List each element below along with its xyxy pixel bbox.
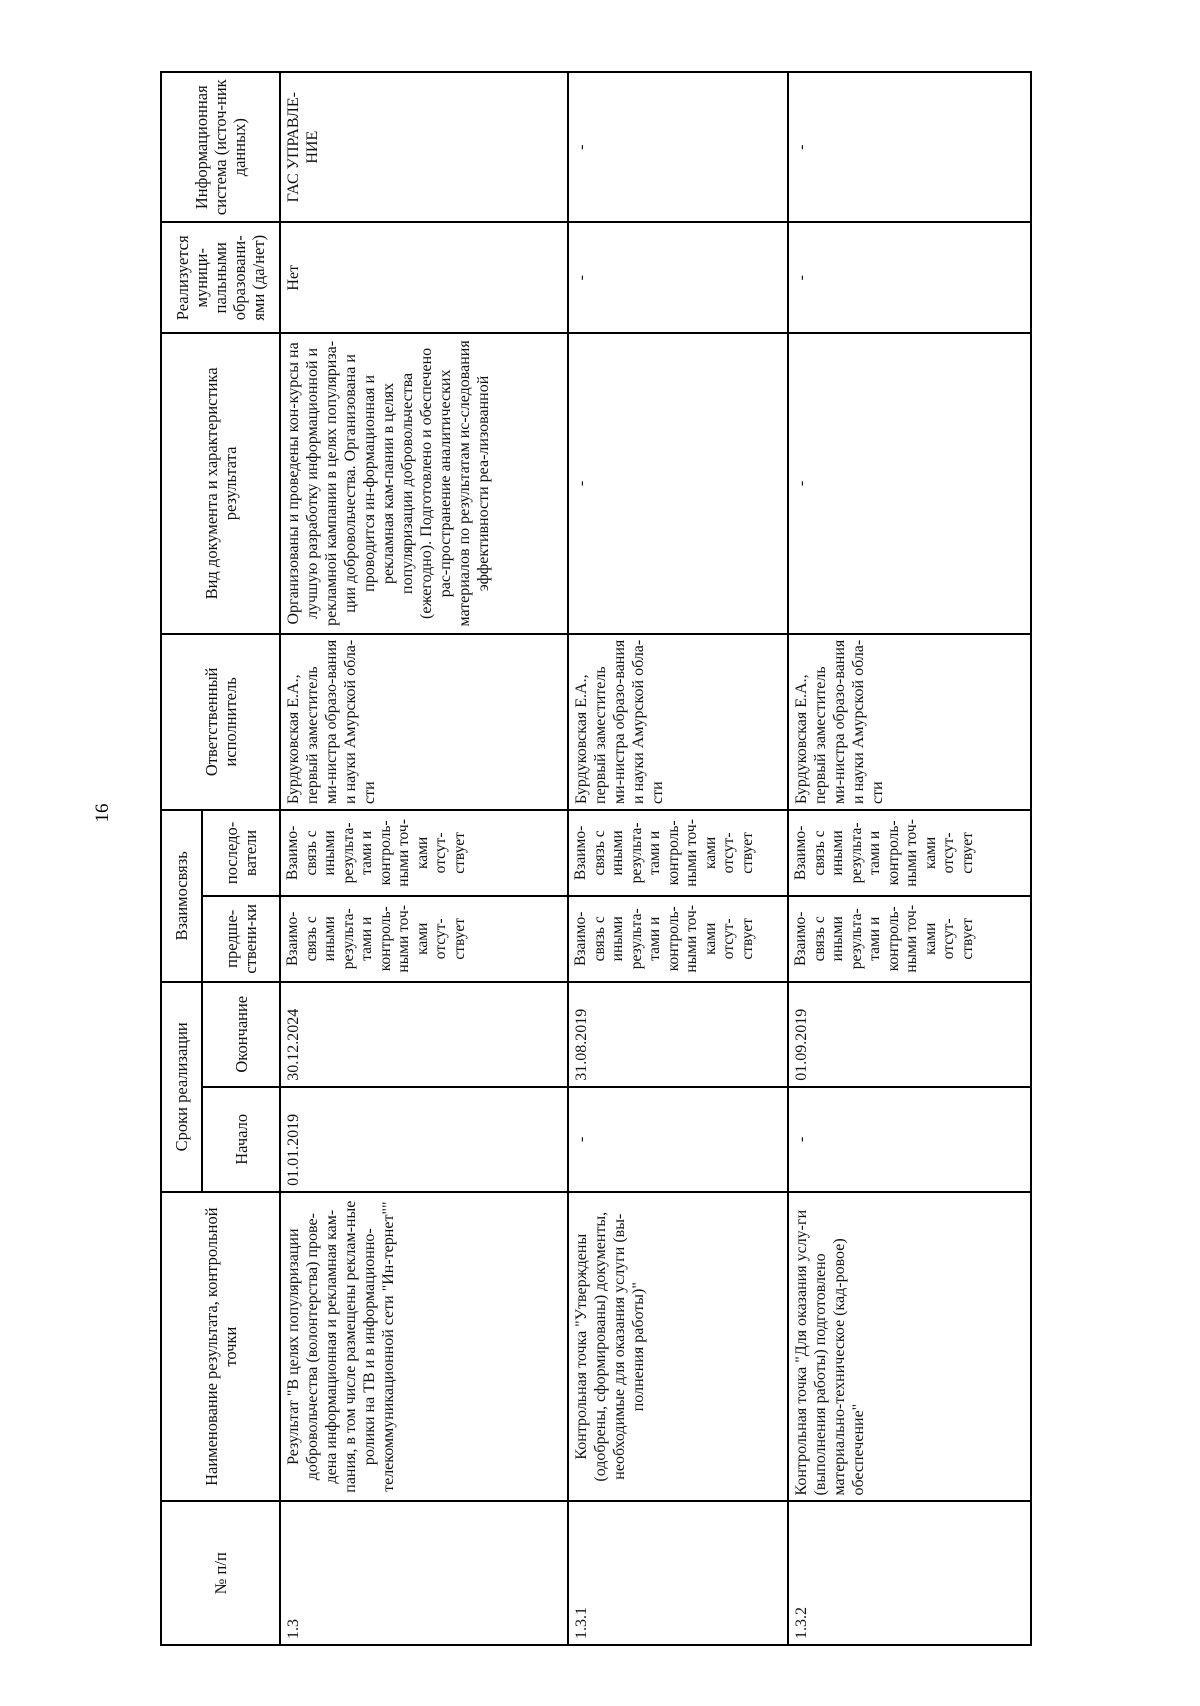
table-row: [568, 72, 788, 1645]
row-num: 1.3.2: [788, 1502, 1031, 1646]
row-num: 1.3.1: [568, 1502, 788, 1646]
row-num: 1.3: [280, 1502, 568, 1646]
header-municipal: Реализуется муници-пальными образовани-ями (да/нет): [161, 222, 280, 333]
header-terms: Сроки реализации: [161, 982, 202, 1192]
page-number: 16: [92, 803, 113, 823]
row-doc-type: -: [568, 333, 788, 634]
row-successors: Взаимо-связь с иными результа-тами и контроль-ными точ-ками отсут-ствует: [788, 810, 1031, 896]
row-responsible: Бурдуковская Е.А., первый заместитель ми-нистра образо-вания и науки Амурской обла-сти: [280, 634, 568, 810]
row-info-system: -: [788, 72, 1031, 222]
row-info-system: ГАС УПРАВЛЕ-НИЕ: [280, 72, 568, 222]
row-name: Контрольная точка "Для оказания услу-ги (выполнения работы) подготовлено материально-техническое (кад-ровое) обеспечение": [788, 1192, 1031, 1502]
row-start: 01.01.2019: [280, 1087, 568, 1192]
header-responsible: Ответственный исполнитель: [161, 634, 280, 810]
header-start: Начало: [202, 1087, 280, 1192]
row-responsible: Бурдуковская Е.А., первый заместитель ми-нистра образо-вания и науки Амурской обла-сти: [568, 634, 788, 810]
row-predecessors: Взаимо-связь с иными результа-тами и контроль-ными точ-ками отсут-ствует: [568, 896, 788, 982]
table-row: [788, 72, 1031, 1645]
row-responsible: Бурдуковская Е.А., первый заместитель ми-нистра образо-вания и науки Амурской обла-сти: [788, 634, 1031, 810]
row-municipal: Нет: [280, 222, 568, 333]
rotated-page: [160, 71, 1030, 1646]
header-name: Наименование результата, контрольной точки: [161, 1192, 280, 1502]
header-end: Окончание: [202, 982, 280, 1087]
row-predecessors: Взаимо-связь с иными результа-тами и контроль-ными точ-ками отсут-ствует: [280, 896, 568, 982]
row-name: Контрольная точка "Утверждены (одобрены, сформированы) документы, необходимые для оказания услуги (вы-полнения работы)": [568, 1192, 788, 1502]
row-successors: Взаимо-связь с иными результа-тами и контроль-ными точ-ками отсут-ствует: [280, 810, 568, 896]
row-start: -: [788, 1087, 1031, 1192]
header-successors: последо-ватели: [202, 810, 280, 896]
row-successors: Взаимо-связь с иными результа-тами и контроль-ными точ-ками отсут-ствует: [568, 810, 788, 896]
header-info-system: Информационная система (источ-ник данных): [161, 72, 280, 222]
implementation-plan-table: [160, 71, 1032, 1646]
header-num: № п/п: [161, 1502, 280, 1646]
row-info-system: -: [568, 72, 788, 222]
row-name: Результат "В целях популяризации добровольчества (волонтерства) прове-дена информационная и рекламная кам-пания, в том числе размещены реклам-ные ролики на ТВ и в информационно-телекоммуникационной сети "Ин-тернет"": [280, 1192, 568, 1502]
row-doc-type: Организованы и проведены кон-курсы на лучшую разработку информационной и рекламной кампании в целях популяриза-ции добровольчества. Организована и проводится ин-формационная и рекламная кам-пании в целях популяризации добровольчества (ежегодно). Подготовлено и обеспечено рас-пространение аналитических материалов по результатам ис-следования эффективности реа-лизованной: [280, 333, 568, 634]
row-end: 01.09.2019: [788, 982, 1031, 1087]
row-end: 30.12.2024: [280, 982, 568, 1087]
header-link: Взаимосвязь: [161, 810, 202, 982]
header-doc-type: Вид документа и характеристика результата: [161, 333, 280, 634]
row-municipal: -: [788, 222, 1031, 333]
row-doc-type: -: [788, 333, 1031, 634]
row-start: -: [568, 1087, 788, 1192]
row-municipal: -: [568, 222, 788, 333]
table-row: [280, 72, 568, 1645]
header-predecessors: предше-ствени-ки: [202, 896, 280, 982]
row-end: 31.08.2019: [568, 982, 788, 1087]
row-predecessors: Взаимо-связь с иными результа-тами и контроль-ными точ-ками отсут-ствует: [788, 896, 1031, 982]
